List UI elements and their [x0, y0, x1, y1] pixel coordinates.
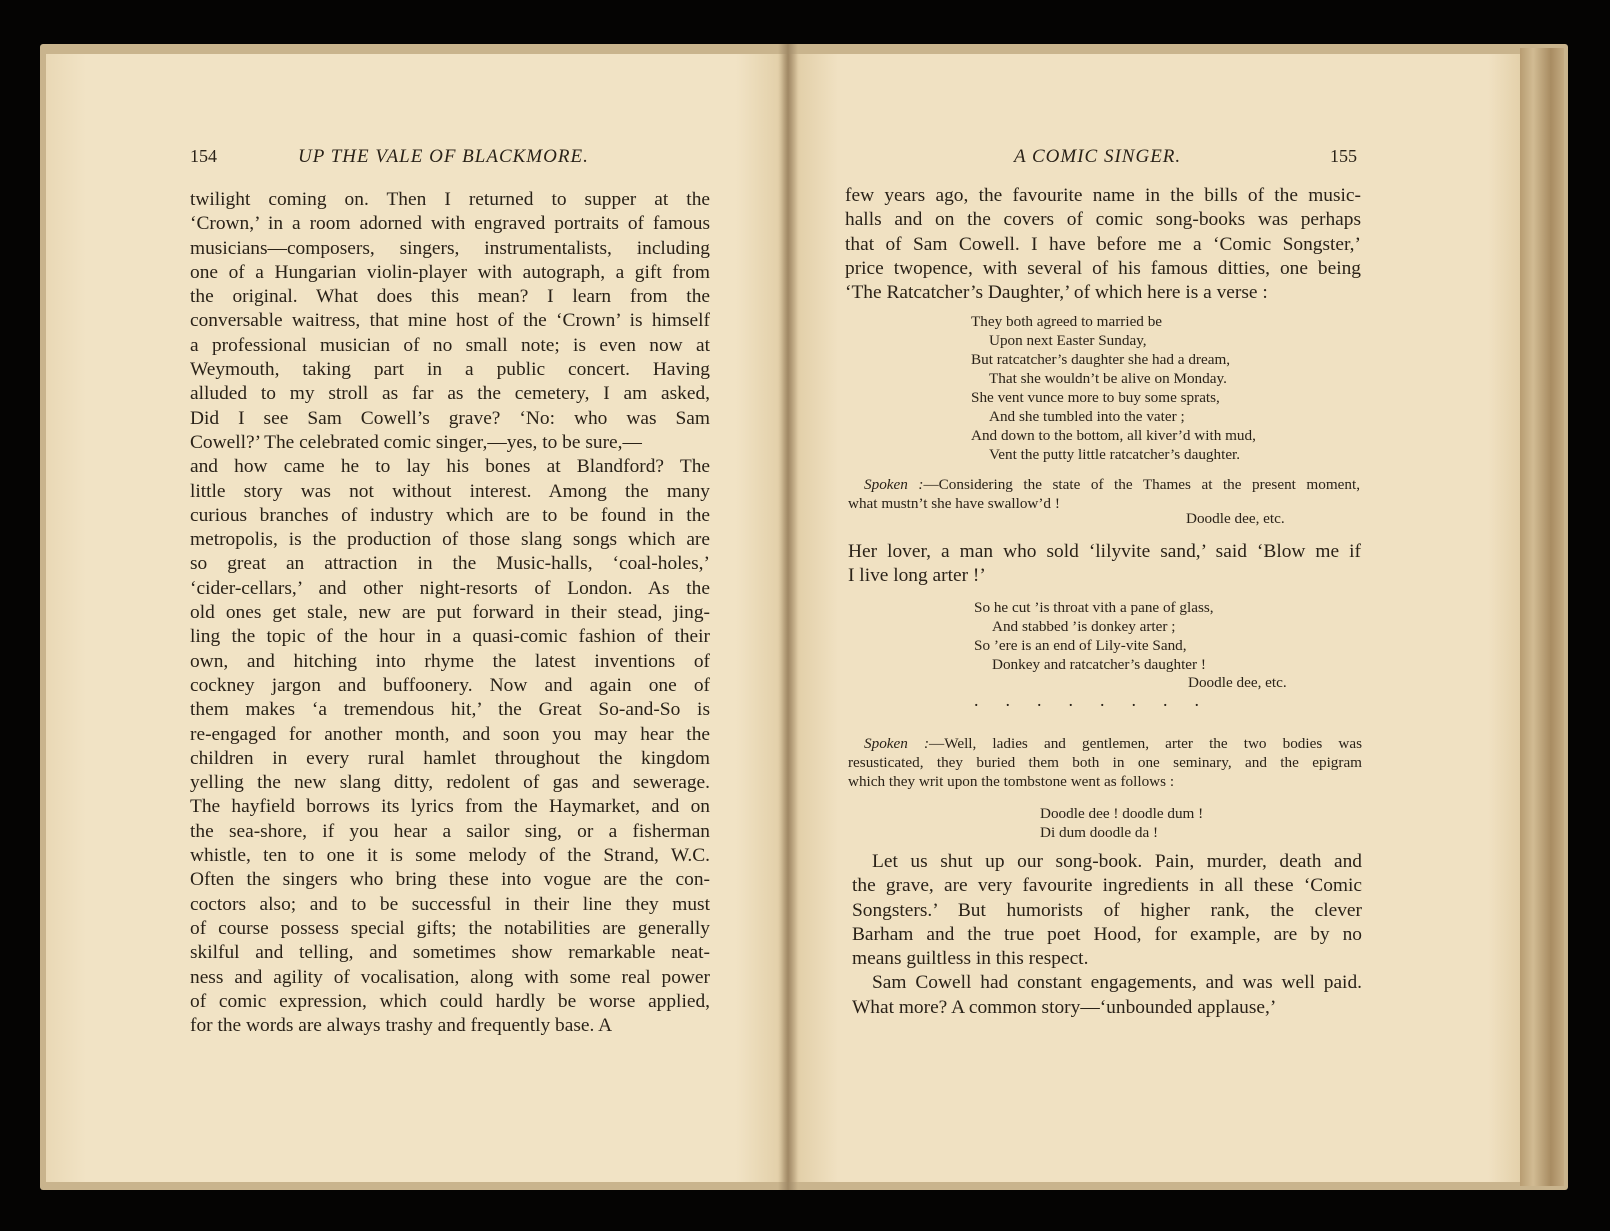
text-line: ‘cider-cellars,’ and other night-resorts of London. As the — [190, 577, 710, 599]
gutter-shadow — [778, 44, 798, 1190]
text-line: the grave, are very favourite ingredients in all these ‘Comic — [852, 875, 1362, 897]
text-line: so great an attraction in the Music-halls, ‘coal-holes,’ — [190, 553, 710, 575]
spoken-2 — [848, 734, 1362, 791]
text-line: I live long arter !’ — [848, 565, 986, 587]
text-line: few years ago, the favourite name in the bills of the music- — [845, 185, 1361, 206]
text-line: twilight coming on. Then I returned to supper at the — [190, 189, 710, 210]
verse-line: So ’ere is an end of Lily-vite Sand, — [974, 637, 1187, 654]
text-line: conversable waitress, that mine host of the ‘Crown’ is himself — [190, 310, 710, 332]
spoken-label: Spoken : — [864, 476, 924, 493]
ellipsis-dots: ........ — [974, 690, 1226, 710]
text-line: Barham and the true poet Hood, for example, are by no — [852, 923, 1362, 945]
verse-line: That she wouldn’t be alive on Monday. — [989, 370, 1227, 387]
verse-line: Vent the putty little ratcatcher’s daughter. — [989, 446, 1241, 463]
text-line: alluded to my stroll as far as the cemetery, I am asked, — [190, 383, 710, 405]
text-line: a professional musician of no small note; is even now at — [190, 334, 710, 356]
text-line: cockney jargon and buffoonery. Now and again one of — [190, 674, 710, 696]
spoken-line: resusticated, they buried them both in one seminary, and the epigram — [848, 754, 1362, 771]
closing-paragraphs — [852, 850, 1362, 1020]
spoken-1 — [848, 475, 1360, 513]
text-line: little story was not without interest. Among the many — [190, 480, 710, 502]
spoken-label: Spoken : — [864, 735, 930, 752]
running-head: A COMIC SINGER. — [1014, 146, 1182, 167]
epigram — [1040, 804, 1203, 842]
text-line: What more? A common story—‘unbounded applause,’ — [852, 996, 1277, 1018]
text-line: halls and on the covers of comic song-books was perhaps — [845, 209, 1361, 231]
text-line: price twopence, with several of his famous ditties, one being — [845, 257, 1361, 279]
verse-line: Donkey and ratcatcher’s daughter ! — [992, 656, 1206, 673]
verse-line: And stabbed ’is donkey arter ; — [992, 618, 1176, 635]
text-line: one of a Hungarian violin-player with autograph, a gift from — [190, 261, 710, 283]
text-line: of comic expression, which could hardly be worse applied, — [190, 990, 710, 1012]
text-line: that of Sam Cowell. I have before me a ‘Comic Songster,’ — [845, 233, 1361, 255]
verse-line: She vent vunce more to buy some sprats, — [971, 389, 1220, 406]
text-line: Songsters.’ But humorists of higher rank, the clever — [852, 899, 1362, 921]
verse-line: They both agreed to married be — [971, 313, 1163, 330]
spoken-line — [848, 734, 1362, 753]
spoken-text: —Well, ladies and gentlemen, arter the two bodies was — [929, 735, 1362, 752]
text-line: yelling the new slang ditty, redolent of gas and sewerage. — [190, 772, 710, 794]
text-line: children in every rural hamlet throughout the kingdom — [190, 747, 710, 769]
text-line: coctors also; and to be successful in their line they must — [190, 893, 710, 915]
intro-paragraph — [845, 184, 1361, 305]
running-head: UP THE VALE OF BLACKMORE. — [298, 146, 589, 167]
refrain-1: Doodle dee, etc. — [1186, 510, 1285, 527]
text-line: The hayfield borrows its lyrics from the Haymarket, and on — [190, 796, 710, 818]
verse-1 — [971, 312, 1256, 464]
text-line: skilful and telling, and sometimes show remarkable neat- — [190, 942, 710, 964]
text-line: Cowell?’ The celebrated comic singer,—yes, to be sure,— — [190, 431, 642, 453]
spoken-line — [848, 475, 1360, 494]
text-line: re-engaged for another month, and soon you may hear the — [190, 723, 710, 745]
text-line: ‘The Ratcatcher’s Daughter,’ of which here is a verse : — [845, 282, 1268, 304]
text-line: whistle, ten to one it is some melody of the Strand, W.C. — [190, 845, 710, 867]
text-line: and how came he to lay his bones at Blandford? The — [190, 456, 710, 478]
text-line: musicians—composers, singers, instrumentalists, including — [190, 237, 710, 259]
text-line: Let us shut up our song-book. Pain, murder, death and — [872, 851, 1362, 872]
text-line: Her lover, a man who sold ‘lilyvite sand,’ said ‘Blow me if — [848, 541, 1361, 562]
spoken-text: —Considering the state of the Thames at the present moment, — [923, 476, 1360, 493]
text-line: for the words are always trashy and frequently base. A — [190, 1015, 613, 1037]
text-line: Did I see Sam Cowell’s grave? ‘No: who was Sam — [190, 407, 710, 429]
left-page — [46, 54, 788, 1182]
spoken-line: which they writ upon the tombstone went as follows : — [848, 773, 1175, 790]
right-page — [788, 54, 1520, 1182]
verse-line: But ratcatcher’s daughter she had a dream, — [971, 351, 1231, 368]
text-line: curious branches of industry which are to be found in the — [190, 504, 710, 526]
verse-line: Upon next Easter Sunday, — [989, 332, 1147, 349]
text-line: Often the singers who bring these into vogue are the con- — [190, 869, 710, 891]
page-edges — [1520, 48, 1564, 1186]
verse-line: And she tumbled into the vater ; — [989, 408, 1185, 425]
text-line: old ones get stale, new are put forward in their stead, jing- — [190, 602, 710, 624]
verse-line: And down to the bottom, all kiver’d with mud, — [971, 427, 1256, 444]
text-line: own, and hitching into rhyme the latest inventions of — [190, 650, 710, 672]
text-line: of course possess special gifts; the notabilities are generally — [190, 917, 710, 939]
page-number: 154 — [190, 146, 217, 166]
text-line: means guiltless in this respect. — [852, 948, 1089, 970]
verse-2 — [974, 598, 1214, 674]
open-book — [40, 44, 1568, 1190]
text-line: ling the topic of the hour in a quasi-comic fashion of their — [190, 626, 710, 648]
text-line: Sam Cowell had constant engagements, and was well paid. — [872, 972, 1362, 994]
body-text — [190, 188, 710, 1038]
text-line: the original. What does this mean? I learn from the — [190, 286, 710, 308]
epigram-line: Doodle dee ! doodle dum ! — [1040, 805, 1204, 822]
text-line: them makes ‘a tremendous hit,’ the Great So-and-So is — [190, 699, 710, 721]
page-number: 155 — [1330, 146, 1357, 166]
text-line: metropolis, is the production of those slang songs which are — [190, 529, 710, 551]
verse-line: So he cut ’is throat vith a pane of glass, — [974, 599, 1214, 616]
text-line: Weymouth, taking part in a public concert. Having — [190, 359, 710, 381]
text-line: the sea-shore, if you hear a sailor sing, or a fisherman — [190, 820, 710, 842]
refrain-2: Doodle dee, etc. — [1188, 674, 1287, 691]
spoken-line: what mustn’t she have swallow’d ! — [848, 495, 1060, 512]
text-line: ‘Crown,’ in a room adorned with engraved portraits of famous — [190, 213, 710, 235]
epigram-line: Di dum doodle da ! — [1040, 824, 1159, 841]
lover-paragraph — [848, 540, 1361, 589]
text-line: ness and agility of vocalisation, along with some real power — [190, 966, 710, 988]
